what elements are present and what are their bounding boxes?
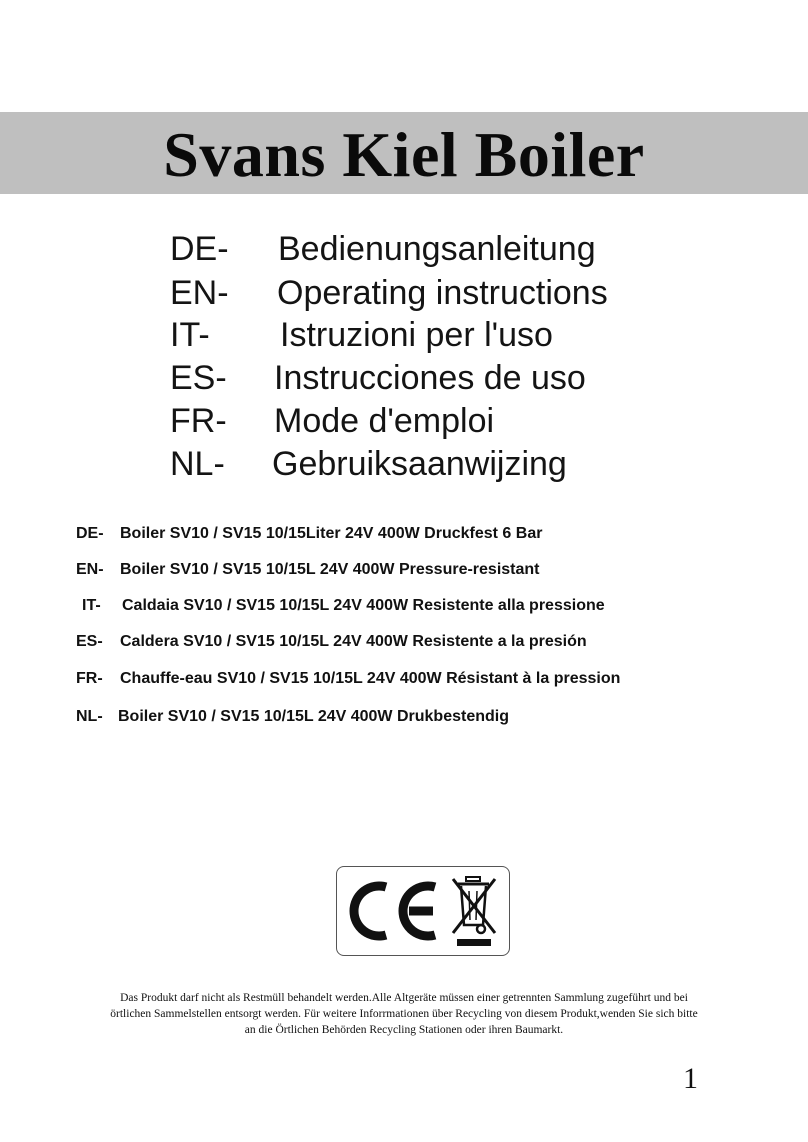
weee-bin-icon <box>449 875 501 949</box>
product-language-code: ES- <box>76 633 103 650</box>
product-description: Chauffe-eau SV10 / SV15 10/15L 24V 400W Résistant à la pression <box>120 670 621 687</box>
language-title: Gebruiksaanwijzing <box>272 445 567 483</box>
language-code: IT- <box>170 316 210 354</box>
product-language-code: IT- <box>82 597 101 614</box>
language-code: DE- <box>170 230 229 268</box>
language-code: ES- <box>170 359 227 397</box>
language-code: FR- <box>170 402 227 440</box>
product-language-code: NL- <box>76 708 103 725</box>
product-description: Caldaia SV10 / SV15 10/15L 24V 400W Resistente alla pressione <box>122 597 605 614</box>
title-band <box>0 112 808 194</box>
language-code: EN- <box>170 274 229 312</box>
ce-mark-icon <box>347 879 441 943</box>
language-title: Istruzioni per l'uso <box>280 316 553 354</box>
product-description: Boiler SV10 / SV15 10/15L 24V 400W Drukbestendig <box>118 708 509 725</box>
product-language-code: FR- <box>76 670 103 687</box>
page-number: 1 <box>683 1062 698 1095</box>
language-title: Operating instructions <box>277 274 608 312</box>
document-title: Svans Kiel Boiler <box>163 119 645 190</box>
language-title: Bedienungsanleitung <box>278 230 596 268</box>
product-description: Boiler SV10 / SV15 10/15Liter 24V 400W Druckfest 6 Bar <box>120 525 543 542</box>
recycling-notice-line: Das Produkt darf nicht als Restmüll behandelt werden.Alle Altgeräte müssen einer getrennten Sammlung zugeführt und bei <box>120 992 688 1004</box>
product-language-code: EN- <box>76 561 104 578</box>
product-description: Caldera SV10 / SV15 10/15L 24V 400W Resistente a la presión <box>120 633 587 650</box>
recycling-notice-line: an die Örtlichen Behörden Recycling Stationen oder ihren Baumarkt. <box>244 1024 564 1036</box>
recycling-notice <box>60 990 748 1038</box>
language-code: NL- <box>170 445 225 483</box>
language-title: Instrucciones de uso <box>274 359 586 397</box>
compliance-marks-box <box>336 866 510 956</box>
language-title: Mode d'emploi <box>274 402 495 440</box>
recycling-notice-line: örtlichen Sammelstellen entsorgt werden. Für weitere Inforrmationen über Recycling von diesem Produkt,wenden Sie sich bitte <box>110 1008 698 1020</box>
product-language-code: DE- <box>76 525 104 542</box>
product-description: Boiler SV10 / SV15 10/15L 24V 400W Pressure-resistant <box>120 561 540 578</box>
